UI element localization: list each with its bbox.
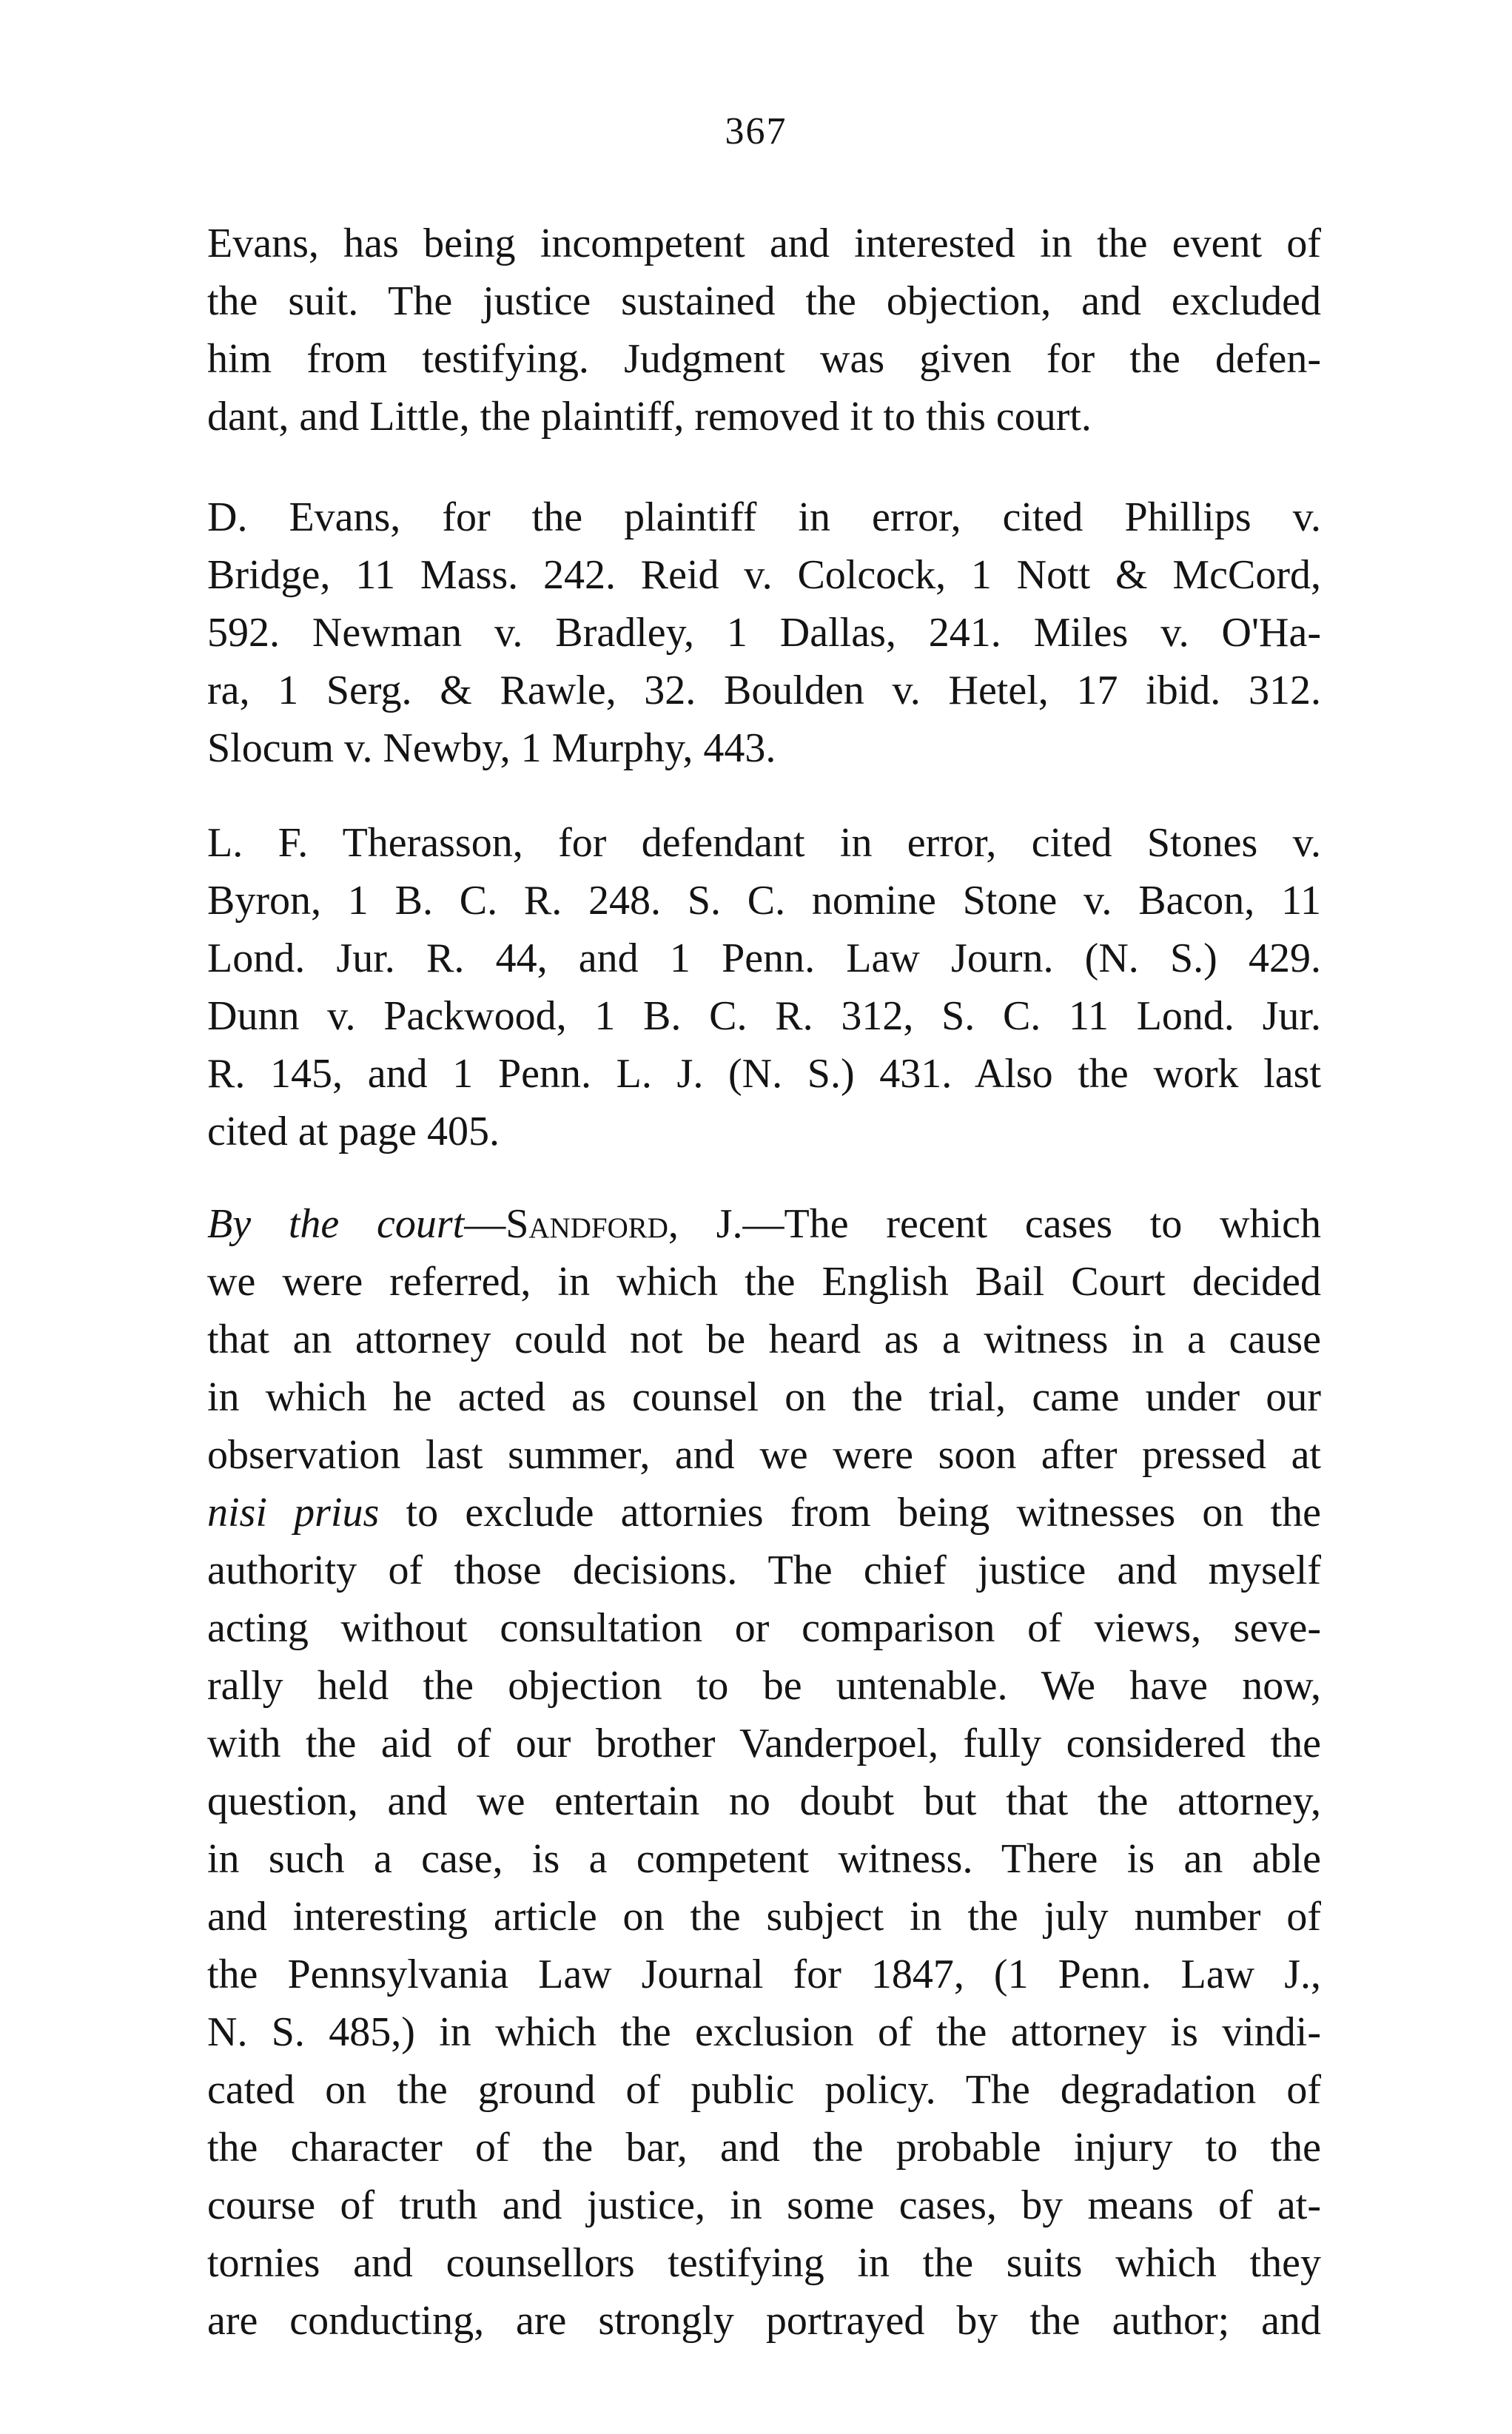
text-line: L. F. Therasson, for defendant in error, cited Stones v. (207, 820, 1321, 866)
text-line: observation last summer, and we were soon after pressed at (207, 1432, 1321, 1478)
text-line: tornies and counsellors testifying in the suits which they (207, 2240, 1321, 2286)
text-line: that an attorney could not be heard as a witness in a cause (207, 1317, 1321, 1362)
nisi-prius-term: nisi prius (207, 1490, 380, 1536)
text-line: the Pennsylvania Law Journal for 1847, (1 Penn. Law J., (207, 1951, 1321, 1997)
text-line: R. 145, and 1 Penn. L. J. (N. S.) 431. Also the work last (207, 1051, 1321, 1097)
text-line: acting without consultation or comparison of views, seve- (207, 1605, 1321, 1651)
text-line: cited at page 405. (207, 1109, 500, 1154)
page-number: 367 (725, 110, 787, 152)
text-line: dant, and Little, the plaintiff, removed it to this court. (207, 394, 1092, 440)
text-line: rally held the objection to be untenable. We have now, (207, 1663, 1321, 1709)
em-dash: — (464, 1201, 506, 1247)
text-line: in such a case, is a competent witness. There is an able (207, 1836, 1321, 1882)
paragraph-case-facts (207, 215, 1321, 446)
text-line: Byron, 1 B. C. R. 248. S. C. nomine Stone v. Bacon, 11 (207, 878, 1321, 924)
text-line: in which he acted as counsel on the trial, came under our (207, 1374, 1321, 1420)
text-line: and interesting article on the subject in the july number of (207, 1894, 1321, 1940)
text-line: ra, 1 Serg. & Rawle, 32. Boulden v. Hetel, 17 ibid. 312. (207, 668, 1321, 713)
text-line: N. S. 485,) in which the exclusion of the attorney is vindi- (207, 2009, 1321, 2055)
opinion-opening-line (207, 1195, 1321, 1253)
text-line: are conducting, are strongly portrayed by the author; and (207, 2298, 1321, 2344)
paragraph-defendant-citations (207, 814, 1321, 1160)
opening-rest: , J.—The recent cases to which (668, 1201, 1322, 1247)
nisi-prius-rest: to exclude attornies from being witnesses on the (379, 1490, 1322, 1536)
text-line: authority of those decisions. The chief justice and myself (207, 1547, 1321, 1593)
paragraph-court-opinion (207, 1195, 1321, 2350)
text-line: him from testifying. Judgment was given for the defen- (207, 336, 1321, 382)
text-line: the suit. The justice sustained the objection, and excluded (207, 278, 1321, 324)
text-line: we were referred, in which the English Bail Court decided (207, 1259, 1321, 1305)
text-line: Bridge, 11 Mass. 242. Reid v. Colcock, 1 Nott & McCord, (207, 552, 1321, 598)
text-line: Lond. Jur. R. 44, and 1 Penn. Law Journ. (N. S.) 429. (207, 935, 1321, 981)
text-line: Dunn v. Packwood, 1 B. C. R. 312, S. C. 11 Lond. Jur. (207, 993, 1321, 1039)
text-line: Slocum v. Newby, 1 Murphy, 443. (207, 725, 776, 771)
text-line: with the aid of our brother Vanderpoel, fully considered the (207, 1721, 1321, 1766)
text-line: cated on the ground of public policy. The degradation of (207, 2067, 1321, 2113)
text-line: course of truth and justice, in some cases, by means of at- (207, 2182, 1321, 2228)
text-line: the character of the bar, and the probable injury to the (207, 2125, 1321, 2171)
text-line: D. Evans, for the plaintiff in error, cited Phillips v. (207, 494, 1321, 540)
paragraph-plaintiff-citations (207, 488, 1321, 777)
by-the-court: By the court (207, 1201, 465, 1247)
text-line: question, and we entertain no doubt but that the attorney, (207, 1778, 1321, 1824)
text-line: Evans, has being incompetent and interested in the event of (207, 221, 1321, 266)
judge-name: Sandford (505, 1201, 668, 1247)
nisi-prius-line (207, 1484, 1321, 1542)
text-line: 592. Newman v. Bradley, 1 Dallas, 241. Miles v. O'Ha- (207, 610, 1321, 656)
